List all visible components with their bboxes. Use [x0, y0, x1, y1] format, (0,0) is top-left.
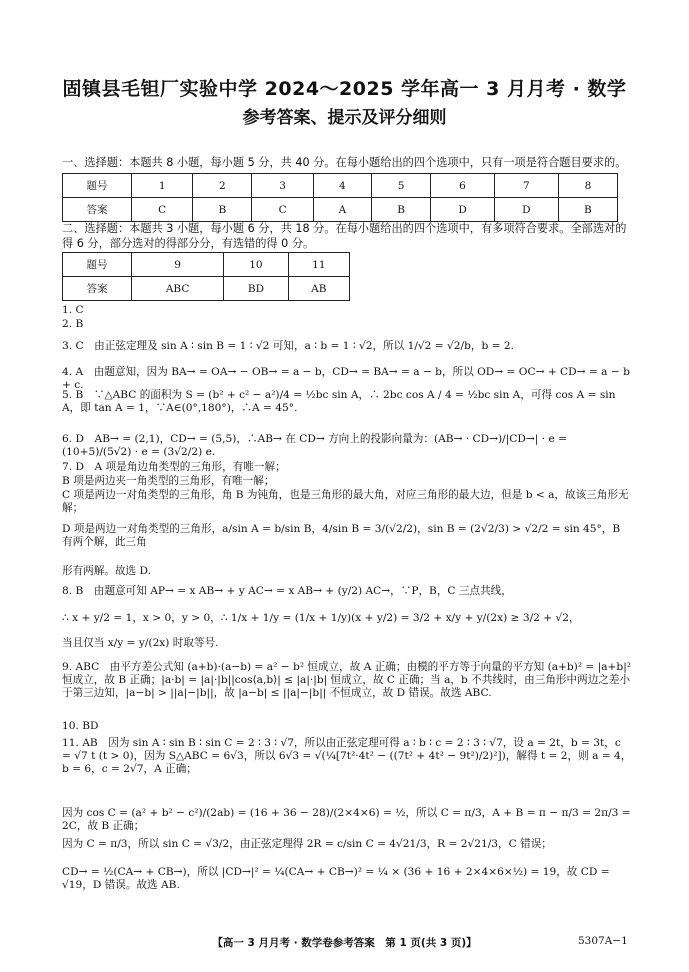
table-header-cell: 题号: [63, 253, 132, 277]
table-row: [63, 198, 618, 222]
solution-line: CD→ = ½(CA→ + CB→)，所以 |CD→|² = ¼(CA→ + CB→)² = ¼ × (36 + 16 + 2×4×6×½) = 19，故 CD = √19，D 错误。故选 AB.: [62, 866, 610, 891]
page-title: 固镇县毛钽厂实验中学 2024～2025 学年高一 3 月月考 · 数学: [62, 78, 627, 100]
table-cell: BD: [224, 277, 288, 301]
table-cell: D: [431, 198, 495, 222]
solution-line: 形有两解。故选 D.: [62, 565, 152, 577]
section2-answer-table: [62, 252, 350, 301]
solution-line: 10. BD: [62, 720, 99, 732]
table-row: [63, 253, 350, 277]
table-cell: 7: [494, 174, 558, 198]
solution-line: 因为 cos C = (a² + b² − c²)/(2ab) = (16 + 36 − 28)/(2×4×6) = ½，所以 C = π/3，A + B = π − π/3 = 2π/3 = 2C，故 B 正确；: [62, 807, 631, 832]
table-cell: 2: [193, 174, 252, 198]
solution-line: 9. ABC 由平方差公式知 (a+b)·(a−b) = a² − b² 恒成立，故 A 正确；由模的平方等于向量的平方知 (a+b)² = |a+b|² 恒成立，故 B 正确；|a·b| = |a|·|b||cos⟨a,b⟩| ≤ |a|·|b| 恒成立，故 C 正确；当 a，b 不共线时，由三角形中两边之差小于第三边知，|a−b| > ||a|−|b||，故 |a−b| ≤ ||a|−|b|| 不恒成立，故 D 错误。故选 ABC.: [62, 661, 632, 699]
solution-line: 1. C: [62, 304, 84, 316]
solution-line: 6. D AB→ = (2,1)，CD→ = (5,5)，∴AB→ 在 CD→ 方向上的投影向量为：(AB→ · CD→)/|CD→| · e = (10+5)/(5√2) · e = (3√2/2) e.: [62, 433, 567, 458]
solution-line: 11. AB 因为 sin A ∶ sin B ∶ sin C = 2 ∶ 3 ∶ √7，所以由正弦定理可得 a ∶ b ∶ c = 2 ∶ 3 ∶ √7，设 a = 2t，b = 3t，c = √7 t (t > 0)，因为 S△ABC = 6√3，所以 6√3 = √(¼[7t²·4t² − ((7t² + 4t² − 9t²)/2)²])，解得 t = 2，则 a = 4，b = 6，c = 2√7，A 正确；: [62, 737, 632, 775]
solution-line: B 项是两边夹一角类型的三角形，有唯一解；: [62, 475, 275, 487]
solution-line: 8. B 由题意可知 AP→ = x AB→ + y AC→ = x AB→ + (y/2) AC→，∵P，B，C 三点共线，: [62, 585, 512, 597]
document-code: 5307A−1: [578, 935, 628, 947]
section1-heading: 一、选择题：本题共 8 小题，每小题 5 分，共 40 分。在每小题给出的四个选项中，只有一项是符合题目要求的。: [62, 156, 627, 169]
table-row: [63, 277, 350, 301]
solution-line: D 项是两边一对角类型的三角形，a/sin A = b/sin B，4/sin B = 3/(√2/2)，sin B = (2√2/3) > √2/2 = sin 45°，B 有两个解，此三角: [62, 523, 621, 548]
solution-line: 4. A 由题意知，因为 BA→ = OA→ − OB→ = a − b，CD→ = BA→ = a − b，所以 OD→ = OC→ + CD→ = a − b + c.: [62, 366, 630, 391]
table-cell: AB: [288, 277, 349, 301]
table-cell: 9: [132, 253, 224, 277]
table-header-cell: 答案: [63, 198, 132, 222]
table-cell: 1: [132, 174, 193, 198]
solution-line: C 项是两边一对角类型的三角形，角 B 为钝角，也是三角形的最大角，对应三角形的最大边，但是 b < a，故该三角形无解；: [62, 489, 629, 514]
solution-line: 3. C 由正弦定理及 sin A ∶ sin B = 1 ∶ √2 可知，a ∶ b = 1 ∶ √2，所以 1/√2 = √2/b，b = 2.: [62, 340, 514, 352]
solution-line: 因为 C = π/3，所以 sin C = √3/2，由正弦定理得 2R = c/sin C = 4√21/3，R = 2√21/3，C 错误；: [62, 838, 552, 850]
table-cell: 10: [224, 253, 288, 277]
table-row: [63, 174, 618, 198]
table-cell: 8: [558, 174, 617, 198]
section1-answer-table: [62, 173, 618, 222]
solution-line: 2. B: [62, 318, 84, 330]
table-cell: B: [193, 198, 252, 222]
solution-line: 当且仅当 x/y = y/(2x) 时取等号.: [62, 637, 219, 649]
table-cell: 11: [288, 253, 349, 277]
table-cell: 4: [313, 174, 371, 198]
page-footer: 【高一 3 月月考 · 数学卷参考答案 第 1 页(共 3 页)】: [212, 937, 477, 949]
page-subtitle: 参考答案、提示及评分细则: [242, 108, 447, 128]
table-header-cell: 题号: [63, 174, 132, 198]
table-cell: 5: [372, 174, 431, 198]
table-cell: B: [558, 198, 617, 222]
solution-line: ∴ x + y/2 = 1，x > 0，y > 0，∴ 1/x + 1/y = (1/x + 1/y)(x + y/2) = 3/2 + x/y + y/(2x) ≥ 3/2 + √2，: [62, 612, 580, 624]
section2-heading: 二、选择题：本题共 3 小题，每小题 6 分，共 18 分。在每小题给出的四个选项中，有多项符合要求。全部选对的得 6 分，部分选对的得部分分，有选错的得 0 分。: [62, 222, 627, 250]
table-cell: 3: [252, 174, 313, 198]
table-cell: A: [313, 198, 371, 222]
table-cell: B: [372, 198, 431, 222]
table-header-cell: 答案: [63, 277, 132, 301]
table-cell: C: [252, 198, 313, 222]
solution-line: 5. B ∵△ABC 的面积为 S = (b² + c² − a²)/4 = ½bc sin A，∴ 2bc cos A / 4 = ½bc sin A，可得 cos A = sin A，即 tan A = 1，∵A∈(0°,180°)，∴A = 45°.: [62, 389, 616, 414]
table-cell: 6: [431, 174, 495, 198]
solution-line: 7. D A 项是角边角类型的三角形，有唯一解；: [62, 461, 286, 473]
table-cell: D: [494, 198, 558, 222]
table-cell: C: [132, 198, 193, 222]
table-cell: ABC: [132, 277, 224, 301]
